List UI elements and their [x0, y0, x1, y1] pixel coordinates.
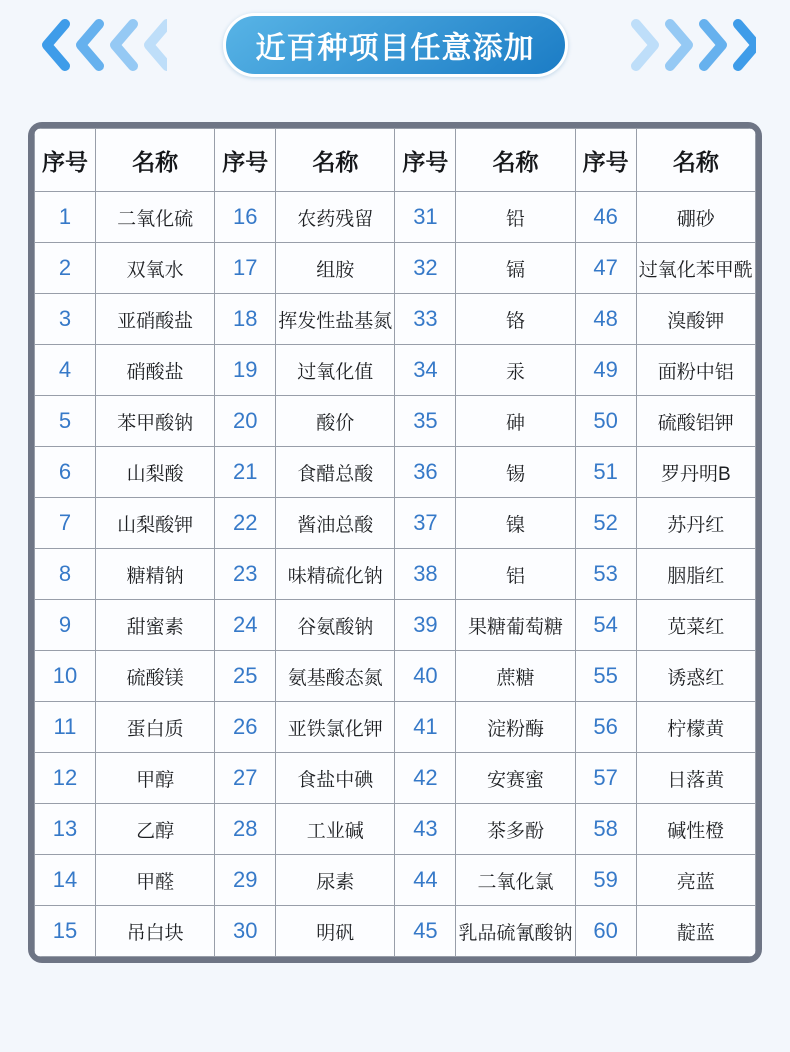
- item-name-cell: 溴酸钾: [636, 294, 755, 345]
- row-number-cell: 9: [35, 600, 96, 651]
- table-row: [35, 345, 756, 396]
- row-number-cell: 55: [575, 651, 636, 702]
- row-number-cell: 30: [215, 906, 276, 957]
- row-number-cell: 41: [395, 702, 456, 753]
- item-name-cell: 碱性橙: [636, 804, 755, 855]
- item-name-cell: 工业碱: [276, 804, 395, 855]
- item-name-cell: 苋菜红: [636, 600, 755, 651]
- item-name-cell: 亚铁氯化钾: [276, 702, 395, 753]
- row-number-cell: 35: [395, 396, 456, 447]
- row-number-cell: 52: [575, 498, 636, 549]
- item-name-cell: 明矾: [276, 906, 395, 957]
- items-table: [28, 122, 762, 963]
- table-row: [35, 243, 756, 294]
- item-name-cell: 诱惑红: [636, 651, 755, 702]
- chevron-glyph: [738, 24, 756, 66]
- table-body: [35, 192, 756, 957]
- table-row: [35, 855, 756, 906]
- row-number-cell: 21: [215, 447, 276, 498]
- item-name-cell: 食醋总酸: [276, 447, 395, 498]
- item-name-cell: 二氧化硫: [95, 192, 214, 243]
- table-row: [35, 549, 756, 600]
- item-name-cell: 铝: [456, 549, 575, 600]
- item-name-cell: 锡: [456, 447, 575, 498]
- chevrons-left-icon: [35, 17, 167, 73]
- item-name-cell: 硝酸盐: [95, 345, 214, 396]
- item-name-cell: 甲醇: [95, 753, 214, 804]
- number-column-header: 序号: [35, 129, 96, 192]
- row-number-cell: 43: [395, 804, 456, 855]
- item-name-cell: 组胺: [276, 243, 395, 294]
- number-column-header: 序号: [395, 129, 456, 192]
- item-name-cell: 蔗糖: [456, 651, 575, 702]
- row-number-cell: 10: [35, 651, 96, 702]
- item-name-cell: 甲醛: [95, 855, 214, 906]
- chevron-glyph: [47, 24, 65, 66]
- item-name-cell: 汞: [456, 345, 575, 396]
- row-number-cell: 25: [215, 651, 276, 702]
- row-number-cell: 16: [215, 192, 276, 243]
- item-name-cell: 双氧水: [95, 243, 214, 294]
- table-header: [35, 129, 756, 192]
- item-name-cell: 山梨酸钾: [95, 498, 214, 549]
- table-row: [35, 294, 756, 345]
- item-name-cell: 亮蓝: [636, 855, 755, 906]
- row-number-cell: 13: [35, 804, 96, 855]
- item-name-cell: 谷氨酸钠: [276, 600, 395, 651]
- banner: [0, 0, 790, 76]
- row-number-cell: 6: [35, 447, 96, 498]
- item-name-cell: 罗丹明B: [636, 447, 755, 498]
- item-name-cell: 过氧化苯甲酰: [636, 243, 755, 294]
- item-name-cell: 氨基酸态氮: [276, 651, 395, 702]
- name-column-header: 名称: [636, 129, 755, 192]
- item-name-cell: 亚硝酸盐: [95, 294, 214, 345]
- row-number-cell: 60: [575, 906, 636, 957]
- row-number-cell: 22: [215, 498, 276, 549]
- item-name-cell: 尿素: [276, 855, 395, 906]
- item-name-cell: 镉: [456, 243, 575, 294]
- row-number-cell: 34: [395, 345, 456, 396]
- item-name-cell: 酸价: [276, 396, 395, 447]
- name-column-header: 名称: [456, 129, 575, 192]
- item-name-cell: 果糖葡萄糖: [456, 600, 575, 651]
- item-name-cell: 山梨酸: [95, 447, 214, 498]
- item-name-cell: 蛋白质: [95, 702, 214, 753]
- row-number-cell: 2: [35, 243, 96, 294]
- item-name-cell: 过氧化值: [276, 345, 395, 396]
- row-number-cell: 44: [395, 855, 456, 906]
- row-number-cell: 59: [575, 855, 636, 906]
- chevron-glyph: [81, 24, 99, 66]
- row-number-cell: 27: [215, 753, 276, 804]
- item-name-cell: 酱油总酸: [276, 498, 395, 549]
- row-number-cell: 8: [35, 549, 96, 600]
- chevron-glyph: [670, 24, 688, 66]
- row-number-cell: 29: [215, 855, 276, 906]
- chevron-glyph: [115, 24, 133, 66]
- row-number-cell: 58: [575, 804, 636, 855]
- table-row: [35, 600, 756, 651]
- item-name-cell: 靛蓝: [636, 906, 755, 957]
- number-column-header: 序号: [575, 129, 636, 192]
- item-name-cell: 镍: [456, 498, 575, 549]
- row-number-cell: 56: [575, 702, 636, 753]
- row-number-cell: 7: [35, 498, 96, 549]
- chevrons-right-icon: [624, 17, 756, 73]
- row-number-cell: 28: [215, 804, 276, 855]
- table-row: [35, 804, 756, 855]
- row-number-cell: 46: [575, 192, 636, 243]
- item-name-cell: 淀粉酶: [456, 702, 575, 753]
- row-number-cell: 1: [35, 192, 96, 243]
- item-name-cell: 硫酸镁: [95, 651, 214, 702]
- item-name-cell: 铬: [456, 294, 575, 345]
- number-column-header: 序号: [215, 129, 276, 192]
- row-number-cell: 45: [395, 906, 456, 957]
- row-number-cell: 49: [575, 345, 636, 396]
- name-column-header: 名称: [95, 129, 214, 192]
- item-name-cell: 胭脂红: [636, 549, 755, 600]
- table-row: [35, 651, 756, 702]
- row-number-cell: 19: [215, 345, 276, 396]
- row-number-cell: 32: [395, 243, 456, 294]
- row-number-cell: 5: [35, 396, 96, 447]
- title-badge: [223, 13, 568, 77]
- row-number-cell: 14: [35, 855, 96, 906]
- table-row: [35, 396, 756, 447]
- item-name-cell: 二氧化氯: [456, 855, 575, 906]
- row-number-cell: 39: [395, 600, 456, 651]
- item-name-cell: 铅: [456, 192, 575, 243]
- row-number-cell: 47: [575, 243, 636, 294]
- item-name-cell: 硫酸铝钾: [636, 396, 755, 447]
- item-name-cell: 味精硫化钠: [276, 549, 395, 600]
- row-number-cell: 33: [395, 294, 456, 345]
- row-number-cell: 4: [35, 345, 96, 396]
- row-number-cell: 31: [395, 192, 456, 243]
- chevron-glyph: [704, 24, 722, 66]
- table-row: [35, 192, 756, 243]
- table-row: [35, 447, 756, 498]
- row-number-cell: 3: [35, 294, 96, 345]
- table-row: [35, 906, 756, 957]
- row-number-cell: 57: [575, 753, 636, 804]
- chevron-glyph: [636, 24, 654, 66]
- row-number-cell: 23: [215, 549, 276, 600]
- item-name-cell: 糖精钠: [95, 549, 214, 600]
- row-number-cell: 37: [395, 498, 456, 549]
- row-number-cell: 38: [395, 549, 456, 600]
- row-number-cell: 36: [395, 447, 456, 498]
- row-number-cell: 24: [215, 600, 276, 651]
- row-number-cell: 11: [35, 702, 96, 753]
- row-number-cell: 50: [575, 396, 636, 447]
- table-row: [35, 702, 756, 753]
- row-number-cell: 26: [215, 702, 276, 753]
- item-name-cell: 苯甲酸钠: [95, 396, 214, 447]
- name-column-header: 名称: [276, 129, 395, 192]
- page-title: 近百种项目任意添加: [255, 32, 535, 65]
- row-number-cell: 12: [35, 753, 96, 804]
- item-name-cell: 面粉中铝: [636, 345, 755, 396]
- item-name-cell: 安赛蜜: [456, 753, 575, 804]
- row-number-cell: 20: [215, 396, 276, 447]
- item-name-cell: 食盐中碘: [276, 753, 395, 804]
- item-name-cell: 苏丹红: [636, 498, 755, 549]
- table-row: [35, 498, 756, 549]
- row-number-cell: 17: [215, 243, 276, 294]
- row-number-cell: 42: [395, 753, 456, 804]
- table-row: [35, 753, 756, 804]
- item-name-cell: 硼砂: [636, 192, 755, 243]
- item-name-cell: 柠檬黄: [636, 702, 755, 753]
- items-table-grid: [34, 128, 756, 957]
- item-name-cell: 挥发性盐基氮: [276, 294, 395, 345]
- item-name-cell: 乳品硫氰酸钠: [456, 906, 575, 957]
- row-number-cell: 18: [215, 294, 276, 345]
- item-name-cell: 茶多酚: [456, 804, 575, 855]
- item-name-cell: 砷: [456, 396, 575, 447]
- header-row: [35, 129, 756, 192]
- row-number-cell: 48: [575, 294, 636, 345]
- row-number-cell: 54: [575, 600, 636, 651]
- chevron-glyph: [149, 24, 167, 66]
- item-name-cell: 甜蜜素: [95, 600, 214, 651]
- row-number-cell: 15: [35, 906, 96, 957]
- row-number-cell: 53: [575, 549, 636, 600]
- item-name-cell: 乙醇: [95, 804, 214, 855]
- item-name-cell: 农药残留: [276, 192, 395, 243]
- row-number-cell: 51: [575, 447, 636, 498]
- item-name-cell: 日落黄: [636, 753, 755, 804]
- item-name-cell: 吊白块: [95, 906, 214, 957]
- row-number-cell: 40: [395, 651, 456, 702]
